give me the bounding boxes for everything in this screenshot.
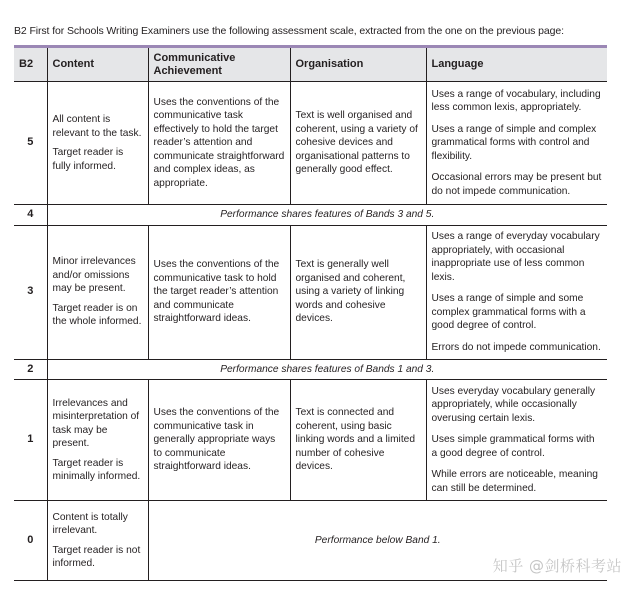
band-1-row: [14, 380, 607, 501]
language-cell: [426, 82, 607, 205]
header-communicative-achievement: Communicative Achievement: [148, 47, 290, 82]
organisation-cell: [290, 82, 426, 205]
communicative-cell: [148, 380, 290, 501]
content-line: Target reader is fully informed.: [52, 147, 124, 172]
content-cell: [47, 225, 148, 359]
language-line: Errors do not impede communication.: [431, 341, 601, 353]
header-content: Content: [47, 47, 148, 82]
content-line: Target reader is on the whole informed.: [52, 302, 142, 328]
band-4-row: [14, 205, 607, 226]
header-language: Language: [426, 47, 607, 82]
band-number: 3: [14, 225, 47, 359]
communicative-cell: [148, 82, 290, 205]
communicative-text: Uses the conventions of the communicative task to hold the target reader’s attention and communicate straightforward ideas.: [153, 259, 280, 325]
shared-features-text: Performance shares features of Bands 3 and 5.: [47, 205, 607, 226]
shared-features-text: Performance shares features of Bands 1 and 3.: [47, 359, 607, 380]
content-cell: [47, 501, 148, 581]
below-band-text: Performance below Band 1.: [148, 501, 607, 581]
organisation-text: Text is connected and coherent, using basic linking words and a limited number of cohesive devices.: [295, 407, 415, 473]
communicative-text: Uses the conventions of the communicative task in generally appropriate ways to communicate straightforward ideas.: [153, 407, 280, 473]
header-band: B2: [14, 47, 47, 82]
language-cell: [426, 225, 607, 359]
content-cell: [47, 380, 148, 501]
intro-text: B2 First for Schools Writing Examiners use the following assessment scale, extracted from the one on the previous page:: [14, 25, 564, 37]
language-line: Uses a range of vocabulary, including less common lexis, appropriately.: [431, 88, 601, 114]
organisation-cell: [290, 380, 426, 501]
content-line: Irrelevances and misinterpretation of task may be present.: [52, 397, 140, 449]
language-line: Occasional errors may be present but do not impede communication.: [431, 172, 602, 197]
band-5-row: [14, 82, 607, 205]
organisation-cell: [290, 225, 426, 359]
organisation-text: Text is generally well organised and coherent, using a variety of linking words and cohesive devices.: [295, 259, 406, 325]
communicative-cell: [148, 225, 290, 359]
header-row: [14, 47, 607, 82]
organisation-text: Text is well organised and coherent, using a variety of cohesive devices and organisational patterns to generally good effect.: [295, 110, 418, 176]
content-line: Minor irrelevances and/or omissions may be present.: [52, 256, 136, 295]
language-line: Uses a range of simple and complex grammatical forms with control and flexibility.: [431, 123, 597, 162]
content-line: All content is relevant to the task.: [52, 114, 142, 139]
band-number: 1: [14, 380, 47, 501]
assessment-scale-table: [14, 45, 607, 581]
watermark: 知乎 @剑桥科考站: [492, 557, 622, 575]
communicative-text: Uses the conventions of the communicative task effectively to hold the target reader’s attention and communicate straightforward and complex ideas, as appropriate.: [153, 96, 285, 189]
content-cell: [47, 82, 148, 205]
content-line: Target reader is minimally informed.: [52, 457, 141, 482]
language-line: Uses a range of everyday vocabulary appropriately, with occasional inappropriate use of less common lexis.: [431, 231, 600, 283]
language-line: While errors are noticeable, meaning can still be determined.: [431, 469, 598, 494]
band-number: 2: [14, 359, 47, 380]
header-organisation: Organisation: [290, 47, 426, 82]
band-number: 5: [14, 82, 47, 205]
language-cell: [426, 380, 607, 501]
band-number: 4: [14, 205, 47, 226]
language-line: Uses a range of simple and some complex grammatical forms with a good degree of control.: [431, 293, 586, 331]
content-line: Content is totally irrelevant.: [52, 511, 128, 536]
language-line: Uses simple grammatical forms with a good degree of control.: [431, 434, 595, 459]
band-number: 0: [14, 501, 47, 581]
band-2-row: [14, 359, 607, 380]
language-line: Uses everyday vocabulary generally appropriately, while occasionally overusing certain lexis.: [431, 385, 596, 424]
content-line: Target reader is not informed.: [52, 544, 141, 569]
band-3-row: [14, 225, 607, 359]
